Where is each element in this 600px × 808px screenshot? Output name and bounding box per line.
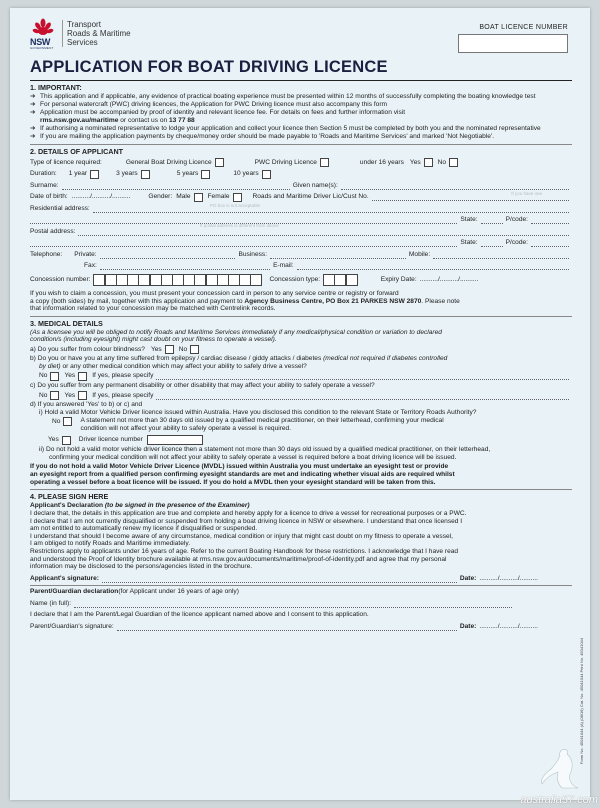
important-item-2 (30, 101, 572, 109)
question-b-line-1: b) Do you or have you at any time suffered from epilepsy / cardiac disease / giddy attacks / diabetes (medical not required if diabetes controlled (30, 355, 448, 363)
surname-field[interactable] (62, 182, 290, 190)
postal-state-field[interactable] (481, 239, 503, 247)
duration-3-years-label: 3 years (116, 170, 138, 178)
under-16-no-checkbox[interactable] (449, 158, 458, 167)
parent-name-field[interactable] (74, 600, 512, 608)
mailing-address: Agency Business Centre, PO Box 21 PARKES NSW 2870 (244, 297, 422, 305)
nsw-government-logo (30, 18, 140, 50)
driver-licence-number-field[interactable] (147, 435, 203, 445)
concession-note-line-3: that information related to your concession may be matched with Centrelink records. (30, 305, 276, 313)
eyesight-line-1: If you do not hold a valid Motor Vehicle Driver Licence (MVDL) issued within Australia you must undertake an eyesight test or provide (30, 463, 449, 471)
question-b-answer-row (30, 371, 572, 383)
driver-licence-number-label: Driver licence number (78, 436, 143, 444)
name-row (30, 180, 572, 192)
gender-female-label: Female (207, 193, 230, 201)
business-phone-field[interactable] (270, 251, 406, 259)
parent-signature-label: Parent/Guardian's signature: (30, 622, 114, 630)
applicant-signature-field[interactable] (102, 575, 457, 583)
qb-no-label: No (39, 372, 48, 380)
title-rule (30, 80, 572, 81)
declaration-line-6: Restrictions apply to applicants under 16 years of age. Refer to the current Boating Handbook for these restrictions. I acknowledge that I have read (30, 548, 459, 556)
duration-3-years-checkbox[interactable] (141, 170, 150, 179)
form-code: Form No. 45041044 (A) (08/16) Cat. No. 45041044 Print No. 45041044 (579, 638, 584, 765)
postal-postcode-field[interactable] (531, 239, 569, 247)
under-16-yes-label: Yes (409, 158, 421, 166)
website-link[interactable]: rms.nsw.gov.au/maritime (40, 117, 119, 124)
eyesight-requirement (30, 463, 572, 486)
question-b (30, 355, 572, 370)
licence-type-label: Type of licence required: (30, 158, 102, 166)
qc-specify-label: If yes, please specify (92, 391, 154, 399)
parent-declaration-title: Parent/Guardian declaration (30, 588, 119, 596)
gender-label: Gender: (148, 193, 173, 201)
question-d-i: i) Hold a valid Motor Vehicle Driver licence issued within Australia. Have you disclosed this condition to the relevant State or Territory Roads Authority? (39, 408, 477, 416)
declaration-line-2: I declare that I am not currently disqualified or suspended from holding a boat driving licence in NSW or elsewhere. I understand that once licensed I (30, 517, 463, 525)
po-box-hint: PO box is not acceptable (210, 203, 261, 208)
rms-number-hint: If you have one (511, 190, 542, 196)
postal-row-2 (30, 238, 572, 250)
telephone-row (30, 249, 572, 261)
parent-name-label: Name (in full): (30, 599, 72, 607)
question-d: d) If you answered 'Yes' to b) or c) and (30, 401, 143, 409)
question-d-ii (30, 446, 572, 461)
important-text-2: For personal watercraft (PWC) driving licences, the Application for PWC Driving licence must also accompany this form (40, 101, 388, 108)
applicant-date-field[interactable]: ........../........../.......... (479, 574, 538, 582)
email-field[interactable] (297, 262, 569, 270)
declaration-line-4: I understand that should I become aware of any circumstance, medical condition or injury that might cast doubt on my fitness to operate a vessel, (30, 532, 453, 540)
important-item-5 (30, 133, 572, 141)
qc-specify-field[interactable] (156, 392, 569, 400)
general-licence-checkbox[interactable] (215, 158, 224, 167)
dob-label: Date of birth: (30, 193, 68, 201)
concession-type-field[interactable] (323, 274, 357, 286)
qb-specify-label: If yes, please specify (92, 372, 154, 380)
boat-licence-number-field[interactable] (458, 34, 568, 53)
important-text-5: If you are mailing the application payments by cheque/money order should be made payable to 'Roads and Maritime Services' and marked 'Not Negotiable'. (40, 133, 495, 140)
business-phone-label: Business: (238, 250, 268, 258)
surname-label: Surname: (30, 181, 59, 189)
application-form (10, 8, 590, 800)
duration-5-years-checkbox[interactable] (201, 170, 210, 179)
mobile-phone-field[interactable] (433, 251, 569, 259)
concession-number-label: Concession number: (30, 276, 91, 283)
arrow-icon: ➔ (30, 133, 36, 140)
concession-type-label: Concession type: (269, 276, 321, 283)
duration-1-year-checkbox[interactable] (90, 170, 99, 179)
rms-customer-number-label: Roads and Maritime Driver Lic/Cust No. (252, 193, 369, 201)
qc-no-checkbox[interactable] (50, 391, 59, 400)
question-d-i-yes-row (30, 435, 572, 447)
dob-field[interactable]: ........../........../.......... (71, 193, 131, 201)
gender-male-label: Male (176, 193, 191, 201)
nsw-wordmark: NSW (30, 37, 51, 47)
section-4-title: 4. PLEASE SIGN HERE (30, 492, 109, 502)
medical-intro (30, 329, 572, 344)
residential-address-label: Residential address: (30, 204, 90, 212)
qdi-yes-label: Yes (48, 436, 59, 444)
duration-1-year-label: 1 year (68, 170, 88, 178)
agency-line-3: Services (67, 38, 98, 47)
mobile-phone-label: Mobile: (408, 250, 431, 258)
parent-date-label: Date: (459, 622, 477, 630)
under-16-no-label: No (437, 158, 447, 166)
duration-row (30, 169, 572, 181)
residential-row-2 (30, 215, 572, 227)
qdi-no-checkbox[interactable] (63, 417, 72, 426)
parent-name-row (30, 598, 572, 610)
pwc-licence-checkbox[interactable] (320, 158, 329, 167)
residential-postcode-field[interactable] (531, 216, 569, 224)
qdi-yes-checkbox[interactable] (62, 436, 71, 445)
important-item-3 (30, 109, 572, 125)
declaration-line-7: and understood the Proof of Identity brochure available at rms.nsw.gov.au/documents/maritime/proof-of-identity.pdf and agree that my personal (30, 555, 447, 563)
licence-type-row (30, 157, 572, 169)
waratah-icon (32, 18, 54, 38)
qc-yes-label: Yes (64, 391, 76, 399)
postal-address-line-2[interactable] (30, 239, 457, 247)
section-2-title: 2. DETAILS OF APPLICANT (30, 147, 124, 156)
concession-note-line-1: If you wish to claim a concession, you must present your concession card in person to any service centre or registry or forward (30, 290, 399, 297)
arrow-icon: ➔ (30, 101, 36, 108)
concession-number-field[interactable] (93, 274, 261, 286)
question-b-line-2: by diet) or any other medical condition which may affect your ability to safely drive a vessel? (39, 363, 307, 371)
postal-row (30, 223, 572, 238)
qa-no-label: No (178, 345, 188, 353)
postal-address-hint: If postal address is different from above (200, 223, 279, 228)
section-divider (30, 316, 572, 317)
duration-10-years-label: 10 years (233, 170, 259, 178)
applicant-signature-label: Applicant's signature: (30, 574, 99, 582)
dob-row (30, 192, 572, 204)
qc-yes-checkbox[interactable] (78, 391, 87, 400)
government-wordmark: GOVERNMENT (30, 46, 54, 50)
residential-state-field[interactable] (481, 216, 503, 224)
declaration-text (30, 510, 572, 571)
qb-yes-checkbox[interactable] (78, 372, 87, 381)
fax-field[interactable] (100, 262, 270, 270)
qdi-no-label: No (52, 418, 61, 426)
medical-statement-line-1: A statement not more than 30 days old issued by a qualified medical practitioner, on their letterhead, confirming your medical (80, 417, 444, 425)
declaration-line-3: am not entitled to automatically renew my licence if disqualified or suspended. (30, 525, 258, 533)
important-text-1: This application and if applicable, any evidence of practical boating experience must be presented within 12 months of successfully completing the boating knowledge test (40, 93, 536, 100)
phone-number: 13 77 88 (169, 117, 195, 124)
eyesight-line-2: an eyesight report from a qualified person confirming eyesight standards are met and indicating whether visual aids are required whilst (30, 470, 455, 478)
agency-line-2: Roads & Maritime (67, 29, 131, 38)
parent-signature-row (30, 621, 572, 633)
telephone-label: Telephone: (30, 250, 63, 258)
section-1-title: 1. IMPORTANT: (30, 83, 82, 92)
parent-declaration-title-row (30, 586, 572, 598)
arrow-icon: ➔ (30, 125, 36, 132)
parent-date-field[interactable]: ........../........../.......... (479, 622, 538, 630)
question-a-row (30, 344, 572, 356)
under-16-yes-checkbox[interactable] (424, 158, 433, 167)
fax-email-row (30, 261, 572, 273)
declaration-line-8: information may be disclosed to the persons/agencies listed in the brochure. (30, 563, 253, 571)
medical-intro-line-1: (As a licensee you will be obliged to notify Roads and Maritime Services immediately if any medical/physical condition or variation to declared (30, 328, 442, 336)
declaration-title: Applicant's Declaration (to be signed in the presence of the Examiner) (30, 502, 250, 510)
qa-yes-label: Yes (150, 345, 162, 353)
question-c: c) Do you suffer from any permanent disability or other disability that may affect your ability to safely operate a vessel? (30, 382, 375, 390)
residential-row (30, 203, 572, 215)
medical-intro-line-2: condition/s (including eyesight) might cast doubt on your fitness to operate a vessel). (30, 336, 277, 344)
parent-signature-field[interactable] (117, 623, 457, 631)
parent-declaration-subtitle: (for Applicant under 16 years of age only) (118, 588, 239, 596)
medical-statement-line-2: condition will not affect your ability to safely operate a vessel is required. (80, 425, 292, 433)
contact-text: or contact us on (118, 117, 170, 124)
question-d-ii-line-2: confirming your medical condition will not affect your ability to safely operate a vessel is required before a boat driving licence will be issued. (49, 453, 457, 461)
important-item-1 (30, 93, 572, 101)
concession-row (30, 272, 572, 288)
agency-line-1: Transport (67, 20, 101, 29)
gender-male-checkbox[interactable] (194, 193, 203, 202)
arrow-icon: ➔ (30, 93, 36, 100)
question-a-label: a) Do you suffer from colour blindness? (30, 345, 145, 353)
residential-address-field[interactable] (93, 205, 569, 213)
concession-note-line-2: a copy (both sides) by mail, together with this application and payment to Agency Business Centre, PO Box 21 PARKES NSW 2870. Please note (30, 297, 460, 305)
qb-no-checkbox[interactable] (50, 372, 59, 381)
private-phone-label: Private: (74, 250, 97, 258)
section-divider (30, 144, 572, 145)
general-licence-label: General Boat Driving Licence (125, 158, 212, 166)
section-3-title: 3. MEDICAL DETAILS (30, 318, 103, 328)
form-header (30, 14, 572, 56)
boat-licence-number-label: BOAT LICENCE NUMBER (479, 24, 568, 31)
residential-postcode-label: P/code: (505, 216, 528, 224)
important-item-4 (30, 125, 572, 133)
important-text-3: Application must be accompanied by proof of identity and relevant licence fee. For details on fees and further information visit (40, 109, 406, 116)
medical-statement-note (80, 417, 443, 432)
expiry-date-field[interactable]: ........../........../.......... (419, 276, 479, 283)
duration-label: Duration: (30, 170, 57, 178)
qb-yes-label: Yes (64, 372, 76, 380)
given-names-label: Given name(s): (292, 181, 338, 189)
postal-address-label: Postal address: (30, 227, 76, 235)
question-c-answer-row (30, 390, 572, 402)
qb-specify-field[interactable] (156, 372, 569, 380)
private-phone-field[interactable] (100, 251, 236, 259)
expiry-date-label: Expiry Date: (380, 276, 417, 283)
section-divider (30, 489, 572, 490)
residential-state-label: State: (460, 216, 478, 224)
duration-10-years-checkbox[interactable] (262, 170, 271, 179)
under-16-label: under 16 years (359, 158, 404, 166)
fax-label: Fax: (84, 262, 97, 270)
question-d-ii-line-1: ii) Do not hold a valid motor vehicle driver licence then a statement not more than 30 days old issued by a qualified medical practitioner, on their letterhead, (39, 446, 491, 454)
watermark-text: australia57.com (520, 794, 598, 806)
eyesight-line-3: operating a vessel before a boat licence will be issued. If you do hold a MVDL then your eyesight standard will be taken from this. (30, 478, 436, 486)
parent-declaration-text: I declare that I am the Parent/Legal Guardian of the licence applicant named above and I consent to this application. (30, 611, 369, 619)
form-title: APPLICATION FOR BOAT DRIVING LICENCE (30, 58, 388, 76)
applicant-date-label: Date: (459, 574, 477, 582)
declaration-line-1: I declare that, the details in this application are true and complete and hereby apply for a licence to drive a vessel for recreational purposes or a PWC. (30, 510, 467, 518)
postal-postcode-label: P/code: (505, 239, 528, 247)
pwc-licence-label: PWC Driving Licence (254, 158, 317, 166)
postal-state-label: State: (460, 239, 478, 247)
important-text-4: If authorising a nominated representative to lodge your application and collect your licence then Section 5 must be completed by both you and the nominated representative (40, 125, 541, 132)
concession-note (30, 290, 572, 313)
qa-yes-checkbox[interactable] (165, 345, 174, 354)
email-label: E-mail: (273, 262, 294, 270)
kangaroo-watermark-icon (532, 744, 582, 794)
parent-declaration-row (30, 609, 572, 621)
question-d-i-no-row (30, 417, 572, 432)
declaration-line-5: I am obliged to notify Roads and Maritime immediately. (30, 540, 191, 548)
qc-no-label: No (39, 391, 48, 399)
agency-name (62, 20, 131, 47)
postal-address-field[interactable] (78, 228, 569, 236)
duration-5-years-label: 5 years (176, 170, 199, 178)
arrow-icon: ➔ (30, 109, 36, 116)
qa-no-checkbox[interactable] (190, 345, 199, 354)
applicant-signature-row (30, 573, 572, 585)
